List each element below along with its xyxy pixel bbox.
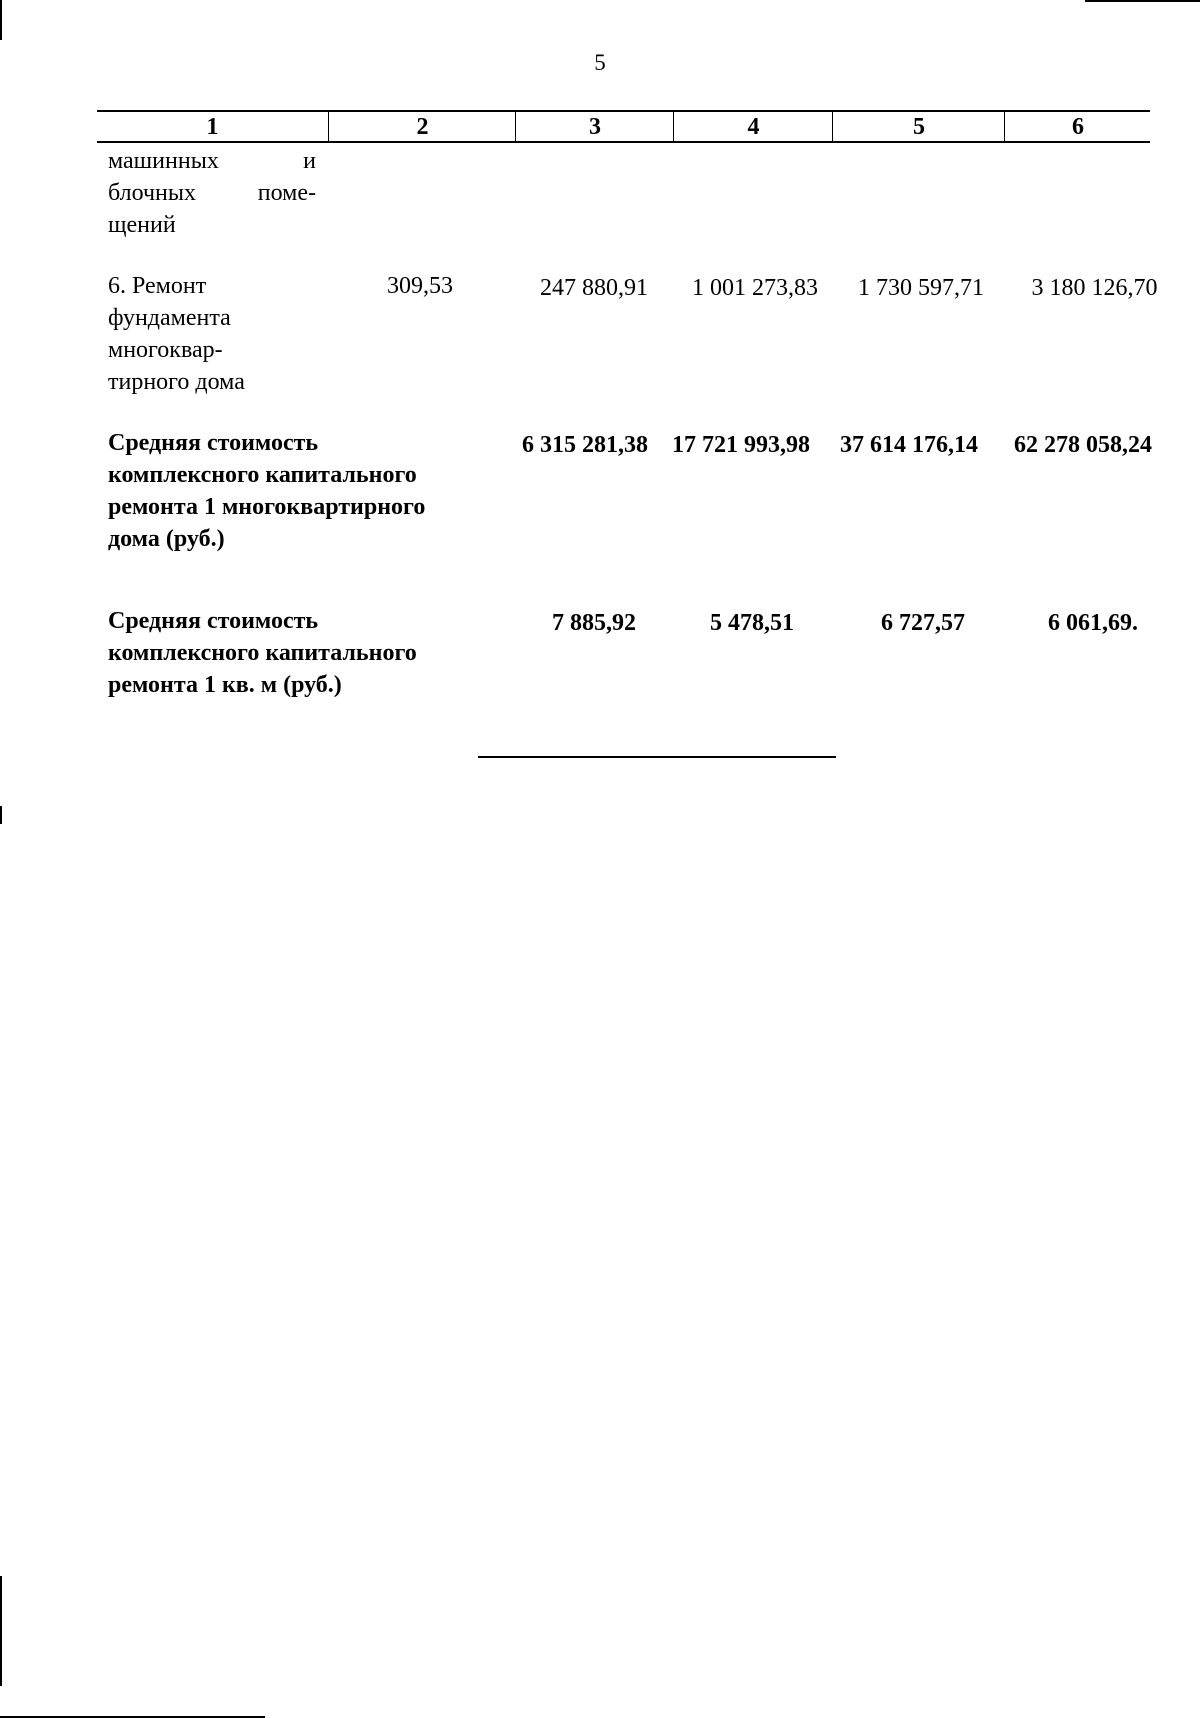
cell-col3: 6 315 281,38 <box>522 432 648 458</box>
cell-col4: 5 478,51 <box>710 610 794 636</box>
cell-col5: 1 730 597,71 <box>858 275 984 301</box>
header-cell-5: 5 <box>832 112 1005 141</box>
header-cell-4: 4 <box>673 112 833 141</box>
row-label: Средняя стоимость комплексного капитального ремонта 1 кв. м (руб.) <box>108 608 417 698</box>
cell-col6: 62 278 058,24 <box>1014 432 1152 458</box>
scan-mark <box>0 1576 2 1686</box>
cell-col3: 247 880,91 <box>540 275 648 301</box>
header-cell-2: 2 <box>328 112 516 141</box>
cell-col2: 309,53 <box>387 273 453 299</box>
cell-col4: 1 001 273,83 <box>692 275 818 301</box>
cell-col5: 37 614 176,14 <box>840 432 978 458</box>
row-label: машинных и блочных поме- щений <box>108 148 316 238</box>
header-cell-1: 1 <box>206 114 219 140</box>
row-label: Средняя стоимость комплексного капитального ремонта 1 многоквартирного дома (руб.) <box>108 430 426 552</box>
header-cell-3: 3 <box>515 112 674 141</box>
scan-mark <box>0 0 2 40</box>
cell-col4: 17 721 993,98 <box>672 432 810 458</box>
cell-col6: 6 061,69. <box>1048 610 1138 636</box>
table-header-row <box>97 110 1150 143</box>
cell-col6: 3 180 126,70 <box>1031 275 1158 301</box>
page-number: 5 <box>594 50 606 75</box>
cell-col5: 6 727,57 <box>881 610 965 636</box>
row-label: 6. Ремонт фундамента многоквар- тирного дома <box>108 273 245 395</box>
header-cell-6: 6 <box>1004 112 1151 141</box>
end-rule <box>478 756 836 758</box>
cell-col3: 7 885,92 <box>552 610 636 636</box>
scan-mark <box>0 806 2 824</box>
scan-mark <box>1085 0 1200 2</box>
